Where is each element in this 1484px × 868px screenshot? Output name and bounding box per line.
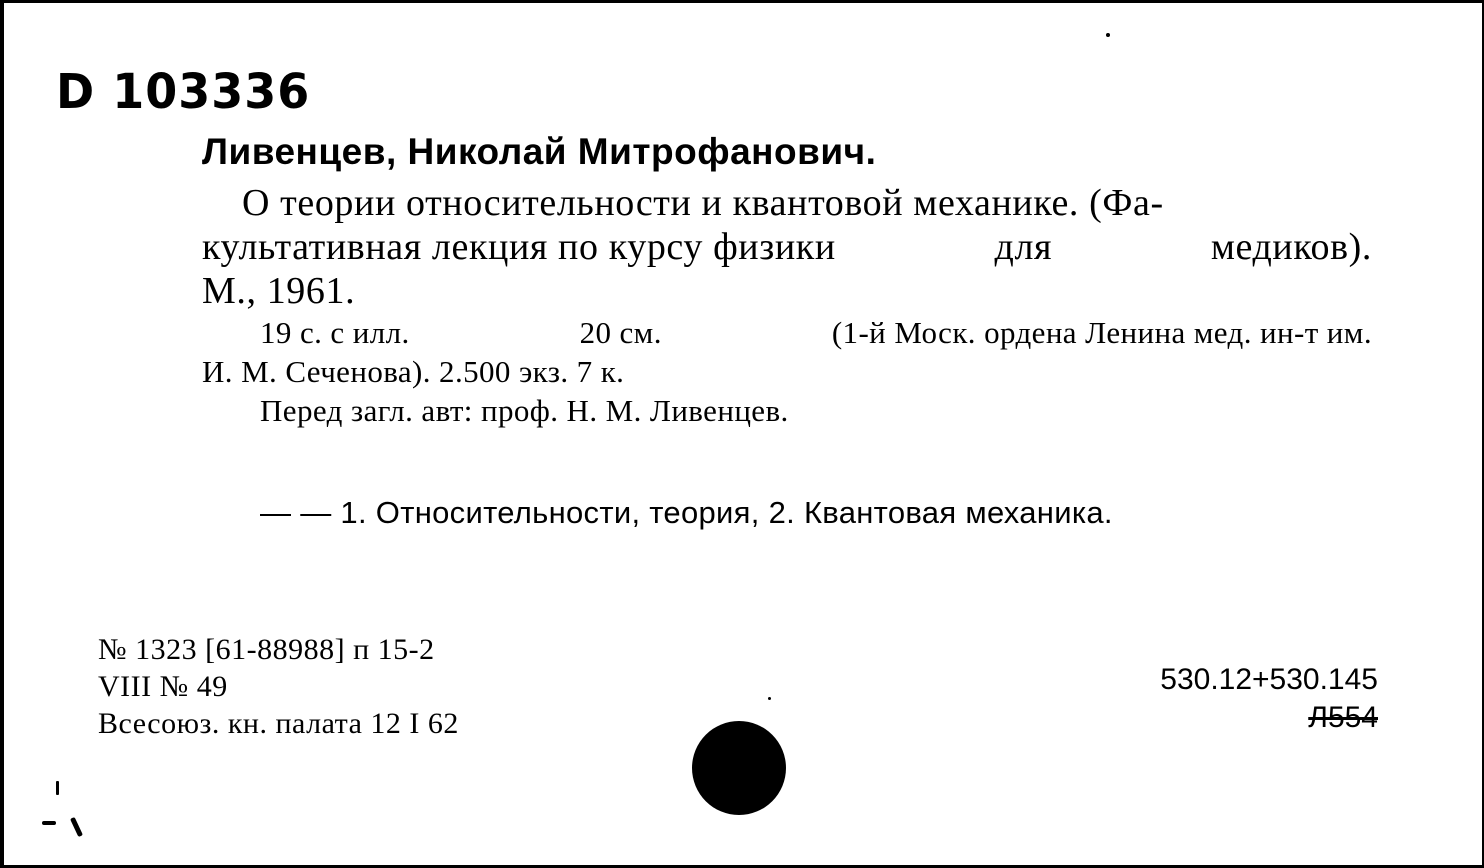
ink-speck [768, 697, 771, 700]
classification-block [1122, 661, 1378, 737]
registration-line-3: Всесоюз. кн. палата 12 I 62 [98, 707, 459, 740]
punch-hole [692, 721, 786, 815]
ink-speck [42, 821, 56, 825]
author-heading: Ливенцев, Николай Митрофанович. [202, 131, 877, 172]
ink-speck [1106, 33, 1110, 37]
title-block [202, 181, 1372, 313]
description-line-2: И. М. Сеченова). 2.500 экз. 7 к. [202, 354, 625, 389]
udc-code: 530.12+530.145 [1160, 663, 1378, 696]
ink-speck [70, 817, 83, 837]
title-line-3: М., 1961. [202, 270, 356, 312]
subject-headings: — — 1. Относительности, теория, 2. Квантовая механика. [260, 495, 1113, 530]
registration-line-2: VIII № 49 [98, 670, 228, 703]
author-mark: Л554 [1308, 701, 1378, 734]
registration-line-1: № 1323 [61-88988] п 15-2 [98, 633, 435, 666]
description-line-1: 19 с. с илл. 20 см. (1-й Моск. ордена Ленина мед. ин-т им. [260, 315, 1372, 350]
description-note: Перед загл. авт: проф. Н. М. Ливенцев. [260, 393, 789, 428]
registration-block [98, 631, 459, 742]
physical-description [202, 313, 1372, 430]
ink-speck [56, 781, 59, 795]
title-line-2: культативная лекция по курсу физики для медиков). [202, 226, 1372, 268]
handwritten-inventory-number: D 103336 [56, 63, 311, 120]
title-line-1: О теории относительности и квантовой механике. (Фа- [242, 182, 1164, 224]
